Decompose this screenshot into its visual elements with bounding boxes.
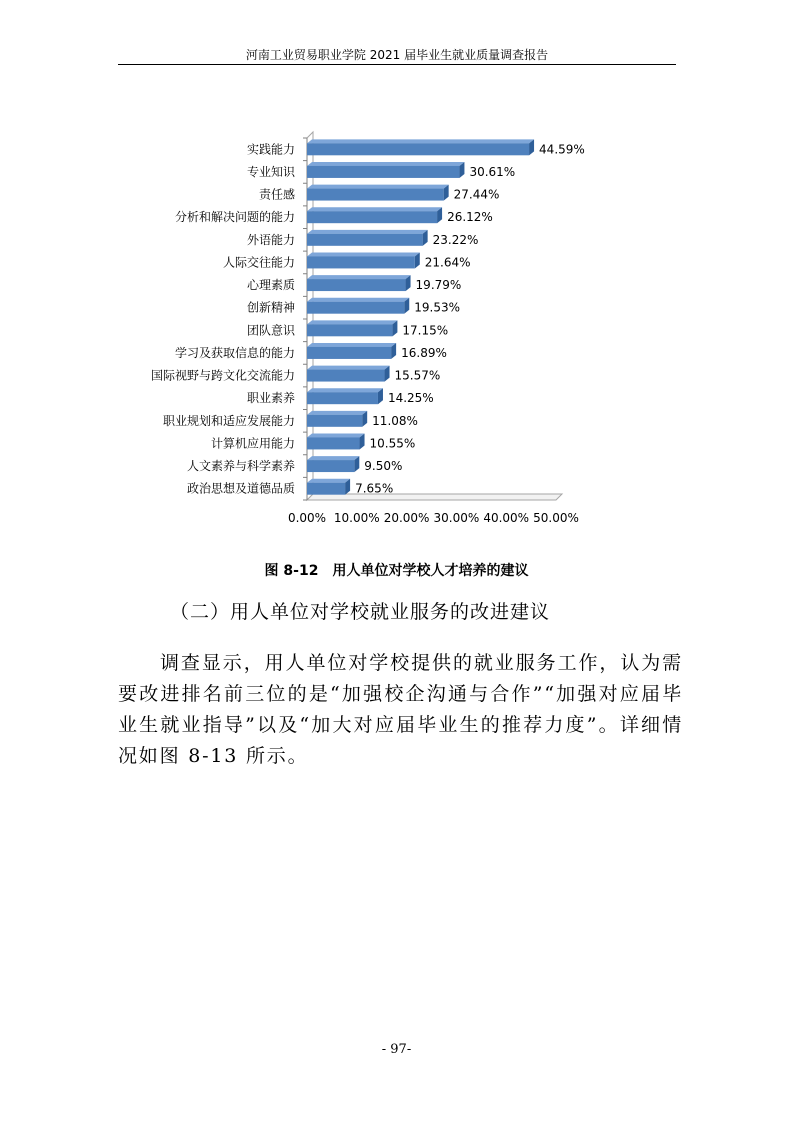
category-label: 外语能力 <box>246 232 295 247</box>
bar-top <box>307 139 534 143</box>
value-label: 9.50% <box>364 459 403 474</box>
value-label: 10.55% <box>369 436 416 451</box>
category-label: 国际视野与跨文化交流能力 <box>150 368 295 383</box>
bar-chart <box>0 0 793 540</box>
category-label: 政治思想及道德品质 <box>186 481 295 496</box>
bar-top <box>307 230 428 234</box>
figure-title: 用人单位对学校人才培养的建议 <box>332 563 529 579</box>
bar-top <box>307 366 390 370</box>
category-label: 人文素养与科学素养 <box>186 459 295 474</box>
bar <box>307 347 391 359</box>
bar-top <box>307 185 449 189</box>
category-label: 计算机应用能力 <box>210 436 295 451</box>
value-label: 15.57% <box>394 368 441 383</box>
value-label: 17.15% <box>402 323 449 338</box>
bar <box>307 279 406 291</box>
x-tick-label: 10.00% <box>333 511 380 525</box>
bar <box>307 256 415 268</box>
bar <box>307 211 437 223</box>
bar <box>307 392 378 404</box>
x-tick-label: 40.00% <box>483 511 530 525</box>
category-label: 专业知识 <box>246 164 295 179</box>
value-label: 30.61% <box>469 164 516 179</box>
value-label: 19.53% <box>414 300 461 315</box>
page-number: - 97- <box>381 1042 412 1057</box>
bar-top <box>307 298 409 302</box>
section-subheading: （二）用人单位对学校就业服务的改进建议 <box>170 601 551 623</box>
bar <box>307 189 444 201</box>
body-paragraph: 调查显示，用人单位对学校提供的就业服务工作，认为需要改进排名前三位的是“加强校企沟通与合作”“加强对应届毕业生就业指导”以及“加大对应届毕业生的推荐力度”。详细情况如图 8-13 所示。 <box>118 652 683 767</box>
bar <box>307 370 385 382</box>
x-tick-label: 30.00% <box>433 511 480 525</box>
bar-top <box>307 252 420 256</box>
bar-top <box>307 411 367 415</box>
bar-top <box>307 479 350 483</box>
bar-top <box>307 388 383 392</box>
category-label: 学习及获取信息的能力 <box>174 345 295 360</box>
category-label: 心理素质 <box>246 278 295 293</box>
value-label: 27.44% <box>453 187 500 202</box>
value-label: 26.12% <box>447 210 493 225</box>
category-label: 创新精神 <box>246 300 295 315</box>
bar <box>307 460 354 472</box>
category-label: 实践能力 <box>246 142 295 157</box>
bar-top <box>307 275 411 279</box>
bar-top <box>307 433 365 437</box>
bar <box>307 166 459 178</box>
bar <box>307 483 345 495</box>
category-label: 分析和解决问题的能力 <box>174 210 295 225</box>
bar-top <box>307 456 359 460</box>
x-tick-label: 20.00% <box>383 511 430 525</box>
value-label: 19.79% <box>415 278 462 293</box>
figure-label: 图 8-12 <box>264 563 319 579</box>
category-label: 职业素养 <box>246 391 295 406</box>
bar-top <box>307 207 442 211</box>
bar <box>307 437 360 449</box>
x-tick-label: 0.00% <box>287 511 327 525</box>
chart-floor <box>307 494 562 500</box>
bar <box>307 324 392 336</box>
bar-top <box>307 162 464 166</box>
value-label: 11.08% <box>372 413 418 428</box>
category-label: 人际交往能力 <box>222 255 295 270</box>
value-label: 16.89% <box>401 345 447 360</box>
bar-top <box>307 343 396 347</box>
bar <box>307 143 529 155</box>
x-tick-label: 50.00% <box>533 511 579 525</box>
bar <box>307 302 404 314</box>
value-label: 44.59% <box>539 142 585 157</box>
category-label: 团队意识 <box>246 323 295 338</box>
value-label: 23.22% <box>432 232 479 247</box>
figure-caption <box>0 560 793 580</box>
value-label: 21.64% <box>424 255 471 270</box>
value-label: 14.25% <box>387 391 434 406</box>
bar-top <box>307 320 397 324</box>
bar <box>307 234 423 246</box>
category-label: 职业规划和适应发展能力 <box>162 413 295 428</box>
bar <box>307 415 362 427</box>
page-header: 河南工业贸易职业学院 2021 届毕业生就业质量调查报告 <box>245 48 549 62</box>
value-label: 7.65% <box>355 481 394 496</box>
category-label: 责任感 <box>258 187 295 202</box>
